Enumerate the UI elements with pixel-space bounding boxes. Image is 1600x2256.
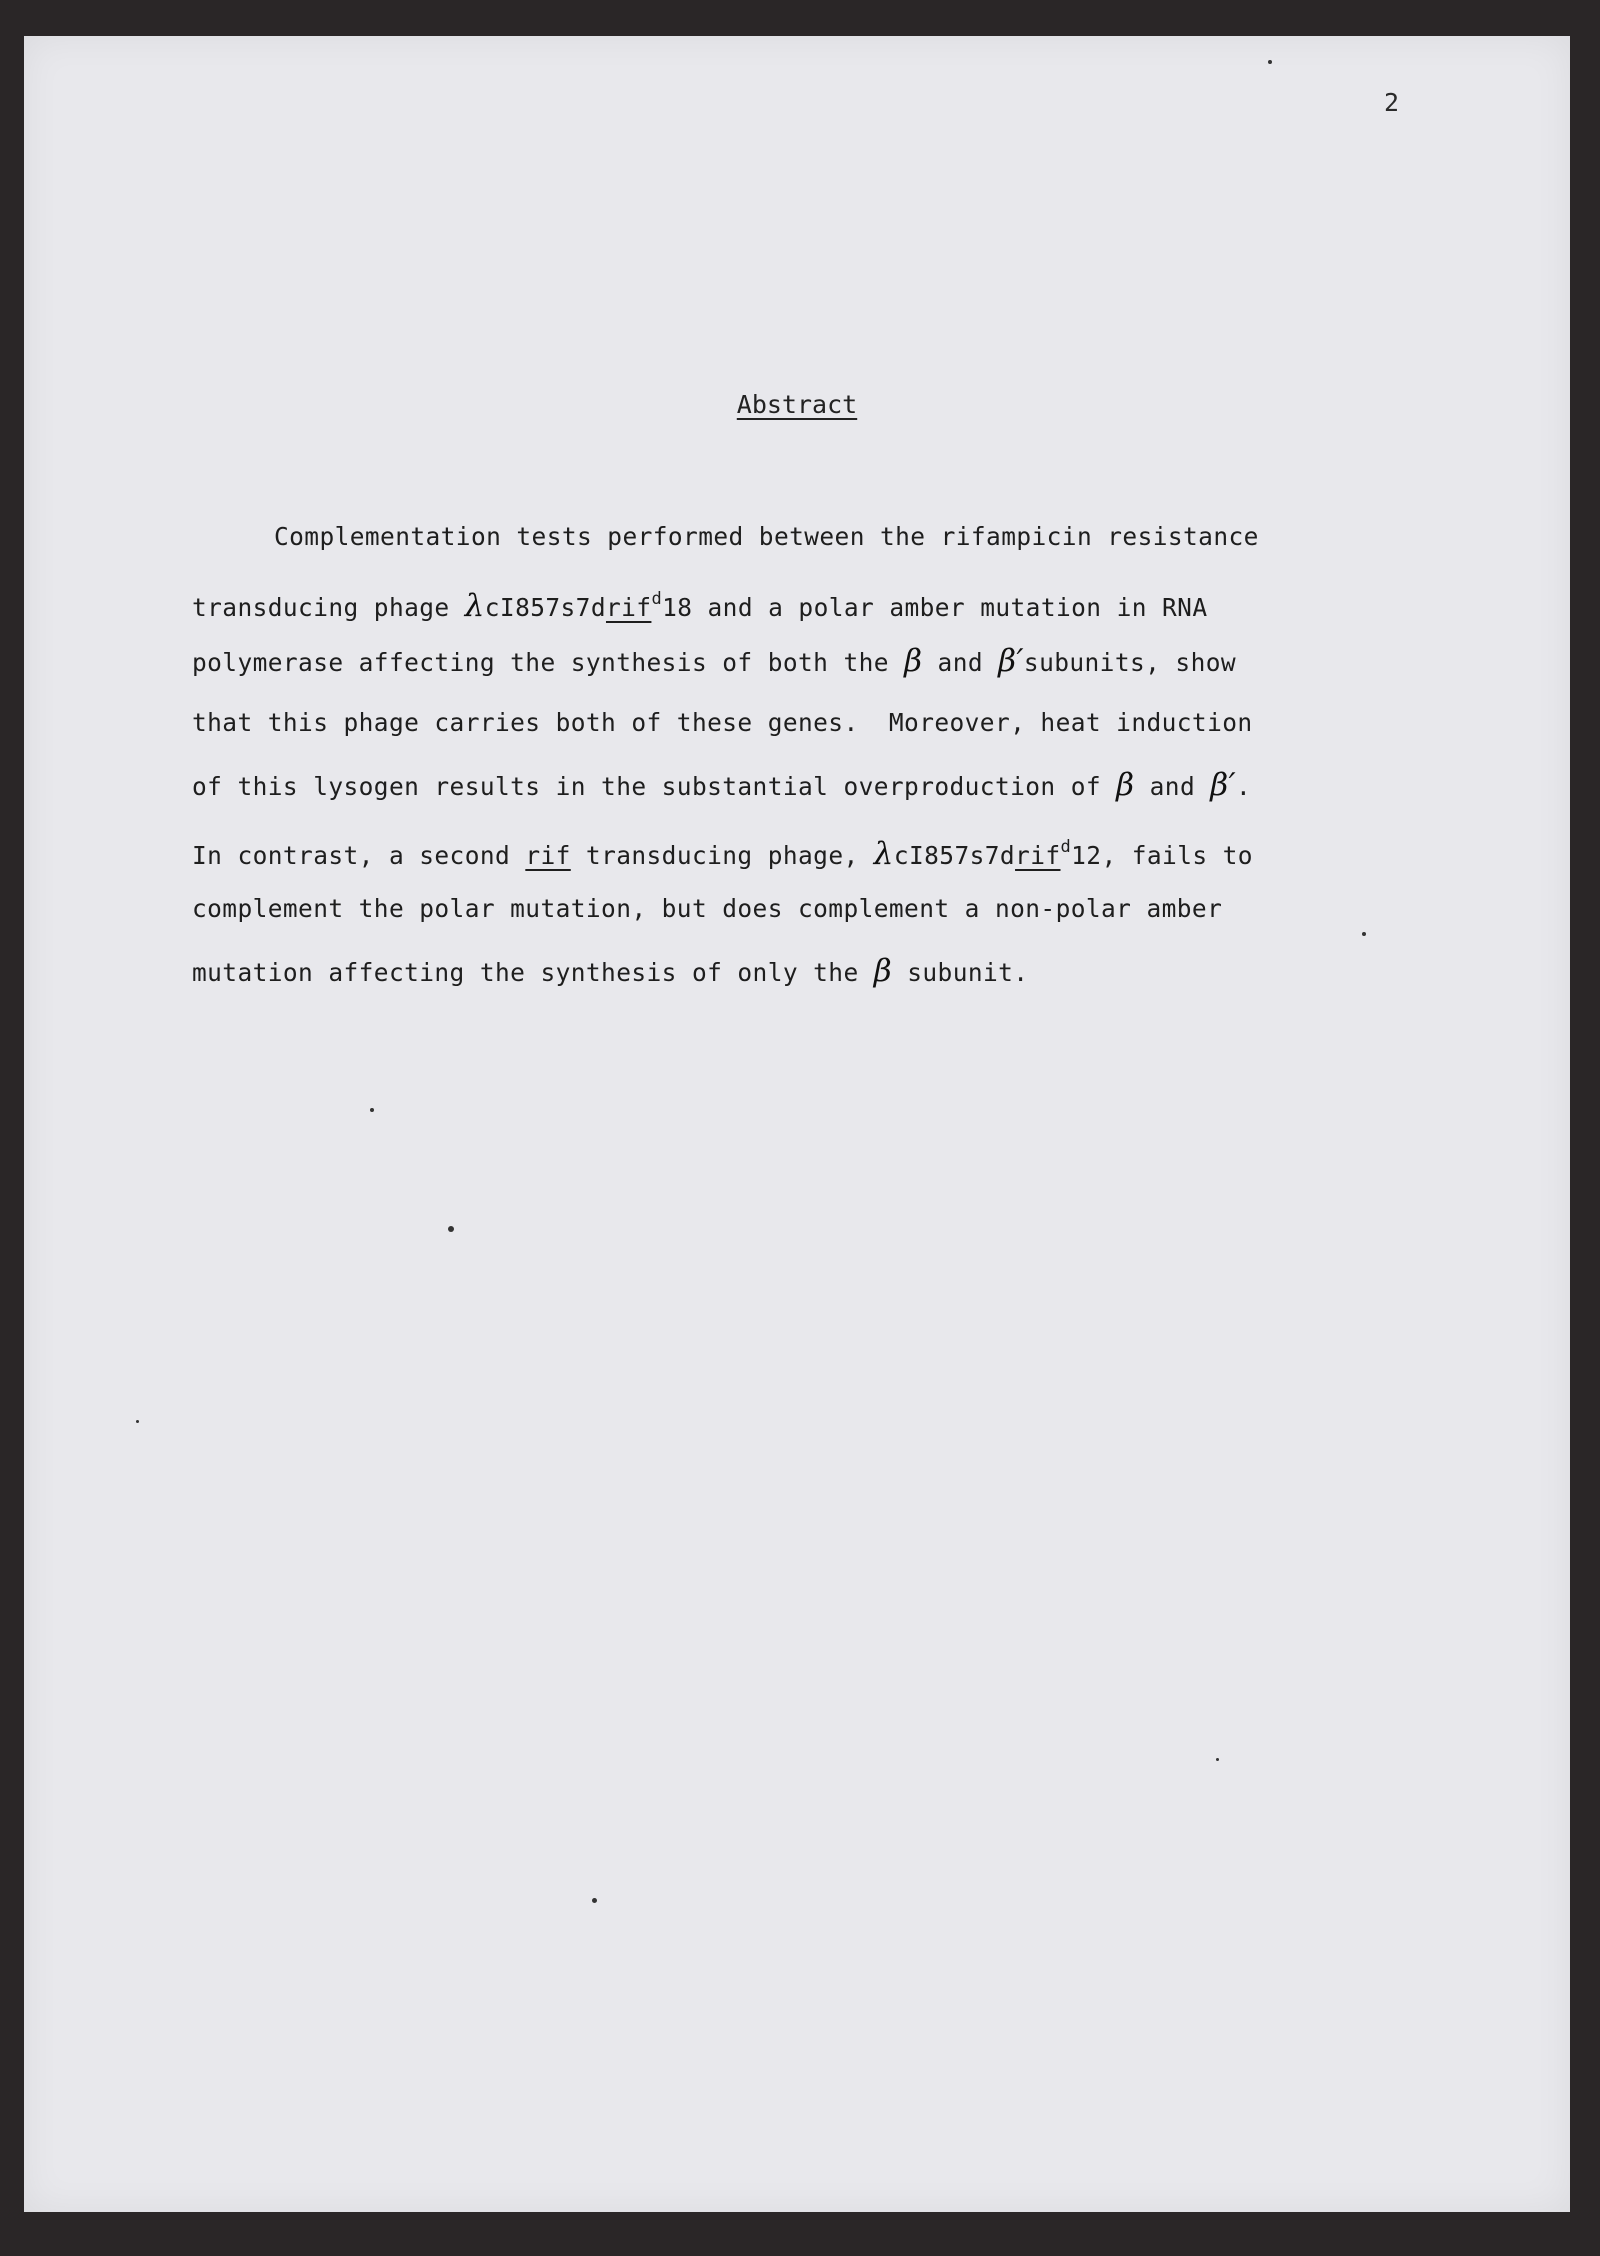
rif-gene: rif bbox=[1015, 841, 1061, 870]
text-line bbox=[192, 506, 1352, 568]
text-span: mutation affecting the synthesis of only the β subunit. bbox=[192, 953, 1029, 989]
paper-speck bbox=[1362, 932, 1366, 936]
page-title: Abstract bbox=[736, 390, 858, 419]
document-page bbox=[24, 36, 1570, 2212]
beta-symbol: β bbox=[873, 953, 893, 989]
rif-gene: rif bbox=[525, 841, 571, 870]
rif-gene: rif bbox=[605, 593, 652, 622]
text-span: of this lysogen results in the substantial overproduction of β and β′. bbox=[192, 767, 1252, 803]
text-span: that this phage carries both of these genes. Moreover, heat induction bbox=[192, 708, 1253, 737]
beta-prime-symbol: β′ bbox=[1210, 767, 1237, 803]
paper-speck bbox=[448, 1226, 454, 1232]
superscript: d bbox=[651, 589, 663, 609]
lambda-symbol: λ bbox=[464, 588, 485, 624]
text-line bbox=[192, 630, 1352, 692]
text-line bbox=[192, 692, 1352, 754]
page-number: 2 bbox=[1384, 88, 1400, 117]
paper-speck bbox=[1268, 60, 1272, 64]
lambda-symbol: λ bbox=[873, 836, 894, 872]
text-line bbox=[192, 754, 1352, 816]
paper-speck bbox=[1216, 1758, 1219, 1761]
paper-speck bbox=[592, 1898, 597, 1903]
text-span: transducing phage λcI857s7drif$^d$18 and a polar amber mutation in RNA bbox=[192, 588, 1208, 624]
beta-symbol: β bbox=[1116, 767, 1135, 803]
paper-speck bbox=[370, 1108, 374, 1112]
text-span: complement the polar mutation, but does complement a non-polar amber bbox=[192, 894, 1223, 923]
abstract-paragraph bbox=[192, 506, 1352, 1002]
text-line bbox=[192, 816, 1352, 878]
text-line bbox=[192, 940, 1352, 1002]
text-line bbox=[192, 568, 1352, 630]
text-span: In contrast, a second rif transducing phage, λcI857s7drif$^d$12, fails to bbox=[192, 836, 1253, 872]
paper-speck bbox=[136, 1420, 139, 1423]
text-line bbox=[192, 878, 1352, 940]
superscript: d bbox=[1060, 837, 1072, 857]
beta-symbol: β bbox=[904, 643, 923, 679]
text-span: polymerase affecting the synthesis of both the β and β′subunits, show bbox=[192, 643, 1237, 679]
beta-prime-symbol: β′ bbox=[998, 643, 1024, 679]
text-span: Complementation tests performed between the rifampicin resistance bbox=[274, 522, 1259, 551]
